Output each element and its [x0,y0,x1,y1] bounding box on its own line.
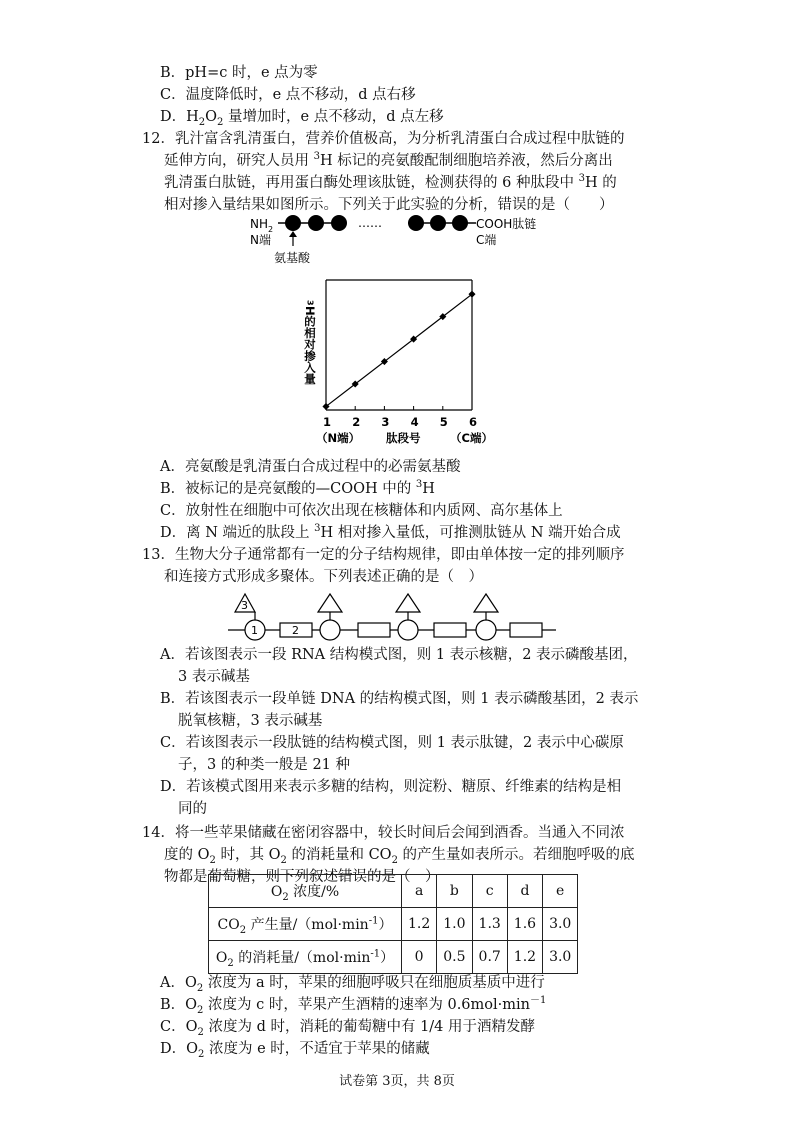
table-header-cell: $O_2$ 浓度/% [209,875,402,908]
incorporation-chart [290,268,510,458]
monomer-rect [358,623,390,637]
table-header-cell: e [543,875,578,908]
q13-stem-line1: 13．生物大分子通常都有一定的分子结构规律，即由单体按一定的排列顺序 [142,547,625,563]
x-axis-label: 肽段号 [386,431,421,445]
monomer-circle [476,620,496,640]
table-header-row [209,875,578,908]
q13-option-a-line1: A．若该图表示一段 RNA 结构模式图，则 1 表示核糖，2 表示磷酸基团， [160,647,638,663]
table-header-cell: c [472,875,507,908]
table-cell: 1.2 [402,908,437,941]
respiration-table [208,874,578,974]
amino-acid-dot [430,215,446,231]
table-cell: 0.5 [437,941,472,974]
arrow-up-icon [289,231,297,246]
chain-cooh-label: COOH肽链 [476,217,537,231]
q13-stem-line2: 和连接方式形成多聚体。下列表述正确的是（ ） [164,569,483,585]
polymer-structure-diagram [222,590,562,646]
table-cell: 1.0 [437,908,472,941]
q13-option-b-line1: B．若该图表示一段单链 DNA 的结构模式图，则 1 表示磷酸基团，2 表示 [160,691,639,707]
q13-option-b-line2: 脱氧核糖，3 表示碱基 [178,713,323,729]
label-1: 1 [251,624,258,637]
x-tick-label: 3 [381,415,390,429]
x-tick-label: 4 [410,415,419,429]
q12-stem-line1: 12．乳汁富含乳清蛋白，营养价值极高，为分析乳清蛋白合成过程中肽链的 [142,131,625,147]
chain-amino-acid-label: 氨基酸 [274,251,311,265]
chain-ellipsis: …… [358,216,382,230]
q14-option-a: A．$O_2$ 浓度为 a 时，苹果的细胞呼吸只在细胞质基质中进行 [160,975,545,994]
monomer-triangle [318,594,342,612]
monomer-circle [320,620,340,640]
table-row [209,908,578,941]
label-3: 3 [241,599,248,612]
monomer-triangle [474,594,498,612]
q12-option-a: A．亮氨酸是乳清蛋白合成过程中的必需氨基酸 [160,459,461,475]
amino-acid-dot [308,215,324,231]
monomer-triangle [396,594,420,612]
table-cell: 0 [402,941,437,974]
table-cell: 0.7 [472,941,507,974]
x-tick-label: 2 [352,415,361,429]
amino-acid-dot [408,215,424,231]
q12-stem-line2: 延伸方向，研究人员用 $^3$H 标记的亮氨酸配制细胞培养液，然后分离出 [164,151,613,169]
monomer-rect [434,623,466,637]
q12-option-b: B．被标记的是亮氨酸的—COOH 中的 $^3$H [160,479,435,497]
x-note-left: （N端） [316,431,361,445]
q12-stem-line3: 乳清蛋白肽链，再用蛋白酶处理该肽链，检测获得的 6 种肽段中 $^3$H 的 [164,173,617,191]
table-row [209,941,578,974]
table-cell: 1.3 [472,908,507,941]
x-tick-label: 5 [439,415,448,429]
q12-stem-line4: 相对掺入量结果如图所示。下列关于此实验的分析，错误的是（ ） [164,197,614,213]
table-header-cell: b [437,875,472,908]
q12-option-d: D．离 N 端近的肽段上 $^3$H 相对掺入量低，可推测肽链从 N 端开始合成 [160,523,621,541]
x-tick-label: 1 [323,415,332,429]
q14-stem-line3: 物都是葡萄糖，则下列叙述错误的是（ ） [164,869,440,885]
y-axis-label: 3 H的相对掺入量 [303,300,317,385]
table-cell: $O_2$ 的消耗量$/(mol\cdot\min^{-1})$ [209,941,402,974]
chain-n-end: N端 [250,233,271,247]
q14-option-c: C．$O_2$ 浓度为 d 时，消耗的葡萄糖中有 1/4 用于酒精发酵 [160,1019,536,1038]
amino-acid-dot [452,215,468,231]
table-cell: 1.6 [507,908,542,941]
label-2: 2 [292,624,299,637]
table-cell: 1.2 [507,941,542,974]
q13-option-d-line2: 同的 [178,801,207,817]
table-header-cell: d [507,875,542,908]
q11-option-b: B．pH=c 时，e 点为零 [160,65,318,81]
amino-acid-dot [285,215,301,231]
table-cell: 3.0 [543,941,578,974]
table-cell: $CO_2$ 产生量$/(mol\cdot\min^{-1})$ [209,908,402,941]
x-note-right: （C端） [450,431,493,445]
amino-acid-dot [331,215,347,231]
page-footer: 试卷第 3页，共 8页 [339,1074,455,1089]
chain-nh2-label: $NH_2$ [250,217,274,234]
q13-option-c-line1: C．若该图表示一段肽链的结构模式图，则 1 表示肽键，2 表示中心碳原 [160,735,624,751]
monomer-circle [398,620,418,640]
table-header-cell: a [402,875,437,908]
monomer-rect [510,623,542,637]
table-cell: 3.0 [543,908,578,941]
peptide-chain-diagram [240,208,570,268]
q14-option-b: B．$O_2$ 浓度为 c 时，苹果产生酒精的速率为 $0.6mol\cdot\min^{-1}$ [160,995,547,1016]
q13-option-d-line1: D．若该模式图用来表示多糖的结构，则淀粉、糖原、纤维素的结构是相 [160,779,622,795]
chain-c-end: C端 [476,233,497,247]
q14-stem-line1: 14．将一些苹果储藏在密闭容器中，较长时间后会闻到酒香。当通入不同浓 [142,825,625,841]
q11-option-d: D．$H_2O_2$ 量增加时，e 点不移动，d 点左移 [160,109,444,128]
q14-option-d: D．$O_2$ 浓度为 e 时，不适宜于苹果的储藏 [160,1041,430,1060]
x-tick-label: 6 [469,415,478,429]
q13-option-a-line2: 3 表示碱基 [178,669,250,685]
q13-option-c-line2: 子，3 的种类一般是 21 种 [178,757,351,773]
series-line [326,294,472,406]
q14-stem-line2: 度的 $O_2$ 时，其 $O_2$ 的消耗量和 $CO_2$ 的产生量如表所示。若细胞呼吸的底 [164,847,635,866]
q12-option-c: C．放射性在细胞中可依次出现在核糖体和内质网、高尔基体上 [160,503,563,519]
q11-option-c: C．温度降低时，e 点不移动，d 点右移 [160,87,416,103]
